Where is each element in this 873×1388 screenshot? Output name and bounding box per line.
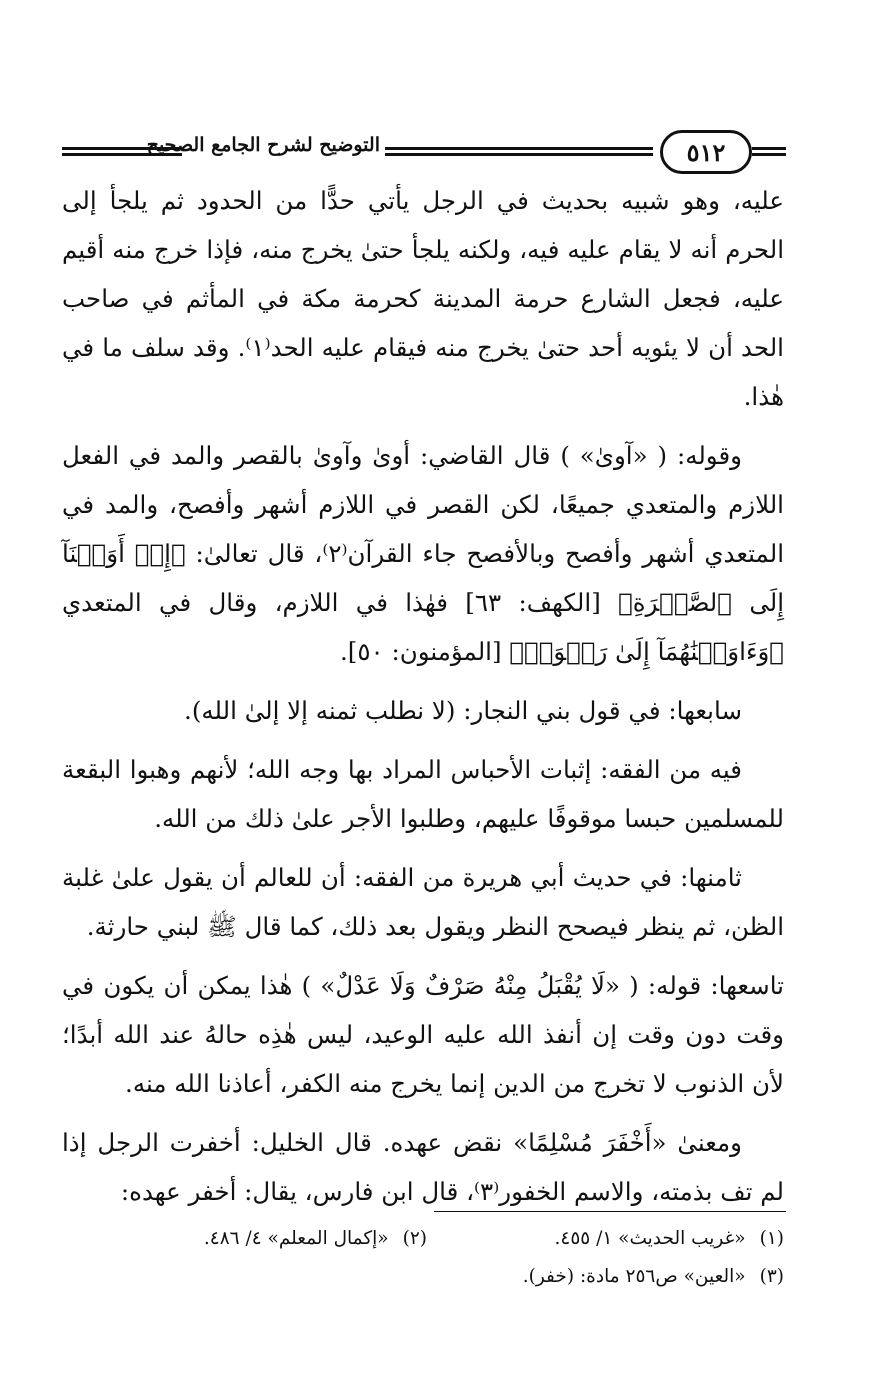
footnote-2 — [70, 1220, 427, 1258]
footnote-row — [70, 1258, 784, 1296]
paragraph-3: سابعها: في قول بني النجار: (لا نطلب ثمنه إلا إلىٰ الله). — [184, 696, 742, 725]
paragraph-4: فيه من الفقه: إثبات الأحباس المراد بها وجه الله؛ لأنهم وهبوا البقعة للمسلمين حبسا موقوفًا عليهم، وطلبوا الأجر علىٰ ذلك من الله. — [62, 755, 784, 833]
footnotes — [70, 1220, 784, 1296]
page-number — [660, 130, 752, 174]
footnote-text: «إكمال المعلم» ٤/ ٤٨٦. — [203, 1228, 389, 1249]
paragraph-6: تاسعها: قوله: ( «لَا يُقْبَلُ مِنْهُ صَرْفٌ وَلَا عَدْلٌ» ) هٰذا يمكن أن يكون في وقت دون وقت إن أنفذ الله عليه الوعيد، ليس هٰذِه حالهُ عند الله أبدًا؛ لأن الذنوب لا تخرج من الدين إنما يخرج منه الكفر، أعاذنا الله منه. — [62, 971, 784, 1098]
page-number-text: ٥١٢ — [686, 137, 726, 167]
paragraph-2: وقوله: ( «آوىٰ» ) قال القاضي: أوىٰ وآوىٰ بالقصر والمد في الفعل اللازم والمتعدي جميعًا، لكن القصر في اللازم أشهر وأفصح، والمد في المتعدي أشهر وأفصح وبالأفصح جاء القرآن⁽٢⁾، قال تعالىٰ: ﴿إِذۡ أَوَيۡنَآ إِلَى ٱلصَّخۡرَةِ﴾ [الكهف: ٦٣] فهٰذا في اللازم، وقال في المتعدي ﴿وَءَاوَيۡنَٰهُمَآ إِلَىٰ رَبۡوَةٖ﴾ [المؤمنون: ٥٠]. — [62, 441, 785, 666]
footnote-separator — [434, 1211, 786, 1212]
header-rule-middle — [385, 147, 653, 156]
main-text — [62, 176, 784, 1216]
page-header — [60, 120, 790, 180]
footnote-3 — [427, 1258, 784, 1296]
footnote-number: (٣) — [759, 1266, 784, 1287]
running-title: التوضيح لشرح الجامع الصحيح — [146, 134, 380, 156]
paragraph-7: ومعنىٰ «أَخْفَرَ مُسْلِمًا» نقض عهده. قال الخليل: أخفرت الرجل إذا لم تف بذمته، والاسم الخفور⁽٣⁾، قال ابن فارس، يقال: أخفر عهده: — [62, 1128, 784, 1206]
paragraph-1: عليه، وهو شبيه بحديث في الرجل يأتي حدًّا من الحدود ثم يلجأ إلى الحرم أنه لا يقام عليه فيه، ولكنه يلجأ حتىٰ يخرج منه، فإذا خرج منه أقيم عليه، فجعل الشارع حرمة المدينة كحرمة مكة في المأثم في صاحب الحد أن لا يئويه أحد حتىٰ يخرج منه فيقام عليه الحد⁽١⁾. وقد سلف ما في هٰذا. — [62, 186, 784, 411]
paragraph-5: ثامنها: في حديث أبي هريرة من الفقه: أن للعالم أن يقول علىٰ غلبة الظن، ثم ينظر فيصحح النظر ويقول بعد ذلك، كما قال ﷺ لبني حارثة. — [62, 863, 784, 941]
footnote-text: «غريب الحديث» ١/ ٤٥٥. — [554, 1228, 746, 1249]
footnote-number: (٢) — [402, 1228, 427, 1249]
footnote-text: «العين» ص٢٥٦ مادة: (خفر). — [522, 1266, 746, 1287]
footnote-row — [70, 1220, 784, 1258]
header-rule-right — [752, 147, 786, 156]
footnote-number: (١) — [759, 1228, 784, 1249]
footnote-1 — [427, 1220, 784, 1258]
